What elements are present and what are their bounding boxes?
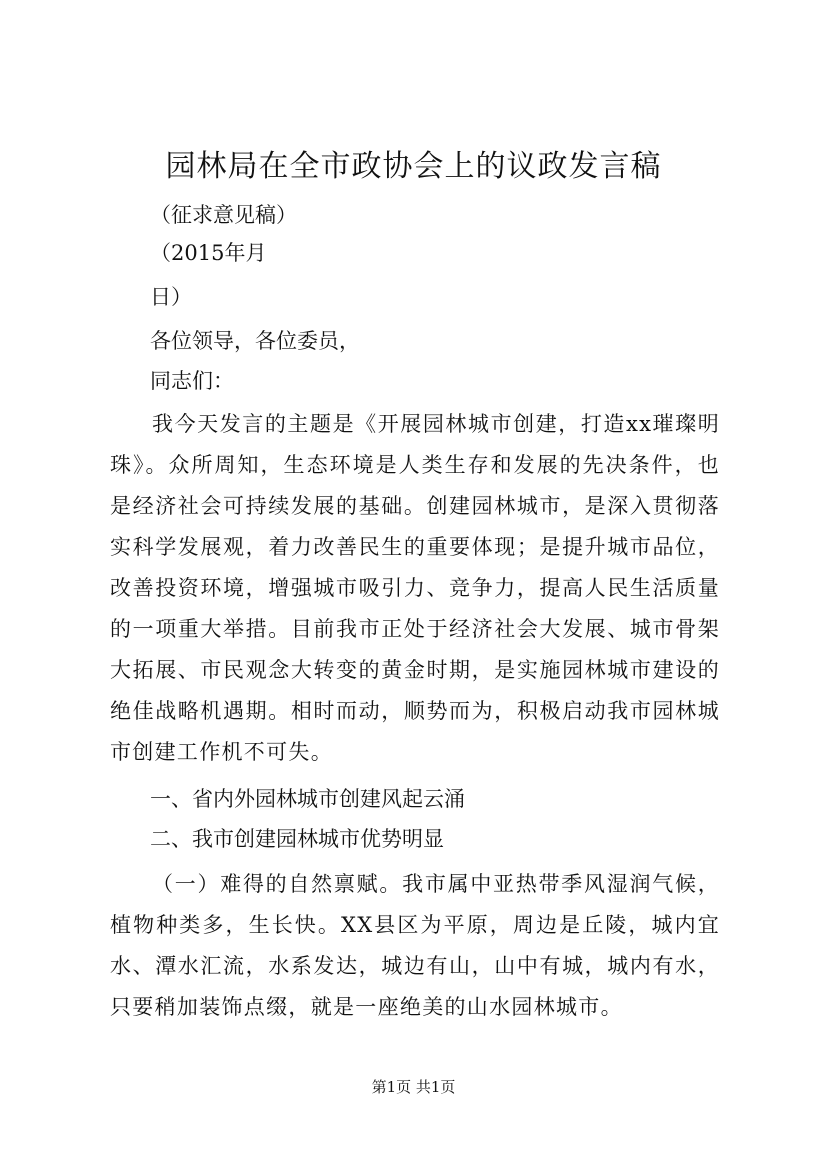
section-heading-1: 一、省内外园林城市创建风起云涌 (150, 787, 465, 811)
paragraph-theme: 我今天发言的主题是《开展园林城市创建，打造xx璀璨明珠》。众所周知，生态环境是人类生存和发展的先决条件，也是经济社会可持续发展的基础。创建园林城市，是深入贯彻落实科学发展观，着力改善民生的重要体现；是提升城市品位，改善投资环境，增强城市吸引力、竞争力，提高人民生活质量的一项重大举措。目前我市正处于经济社会大发展、城市骨架大拓展、市民观念大转变的黄金时期，是实施园林城市建设的绝佳战略机遇期。相时而动，顺势而为，积极启动我市园林城市创建工作机不可失。 (110, 412, 720, 764)
date-line-1: （2015年月 (150, 241, 267, 265)
section-heading-2: 二、我市创建园林城市优势明显 (150, 827, 444, 851)
page-footer: 第1页 共1页 (371, 1078, 456, 1096)
document-subtitle: （征求意见稿） (150, 203, 297, 227)
salutation-comrades: 同志们： (150, 369, 234, 393)
document-title: 园林局在全市政协会上的议政发言稿 (165, 149, 662, 184)
date-line-2: 日） (150, 285, 192, 309)
salutation-leaders: 各位领导，各位委员， (150, 329, 360, 353)
paragraph-natural-endowment: （一）难得的自然禀赋。我市属中亚热带季风湿润气候，植物种类多，生长快。XX县区为平原，周边是丘陵，城内宜水、潭水汇流，水系发达，城边有山，山中有城，城内有水，只要稍加装饰点缀，就是一座绝美的山水园林城市。 (110, 872, 720, 1019)
